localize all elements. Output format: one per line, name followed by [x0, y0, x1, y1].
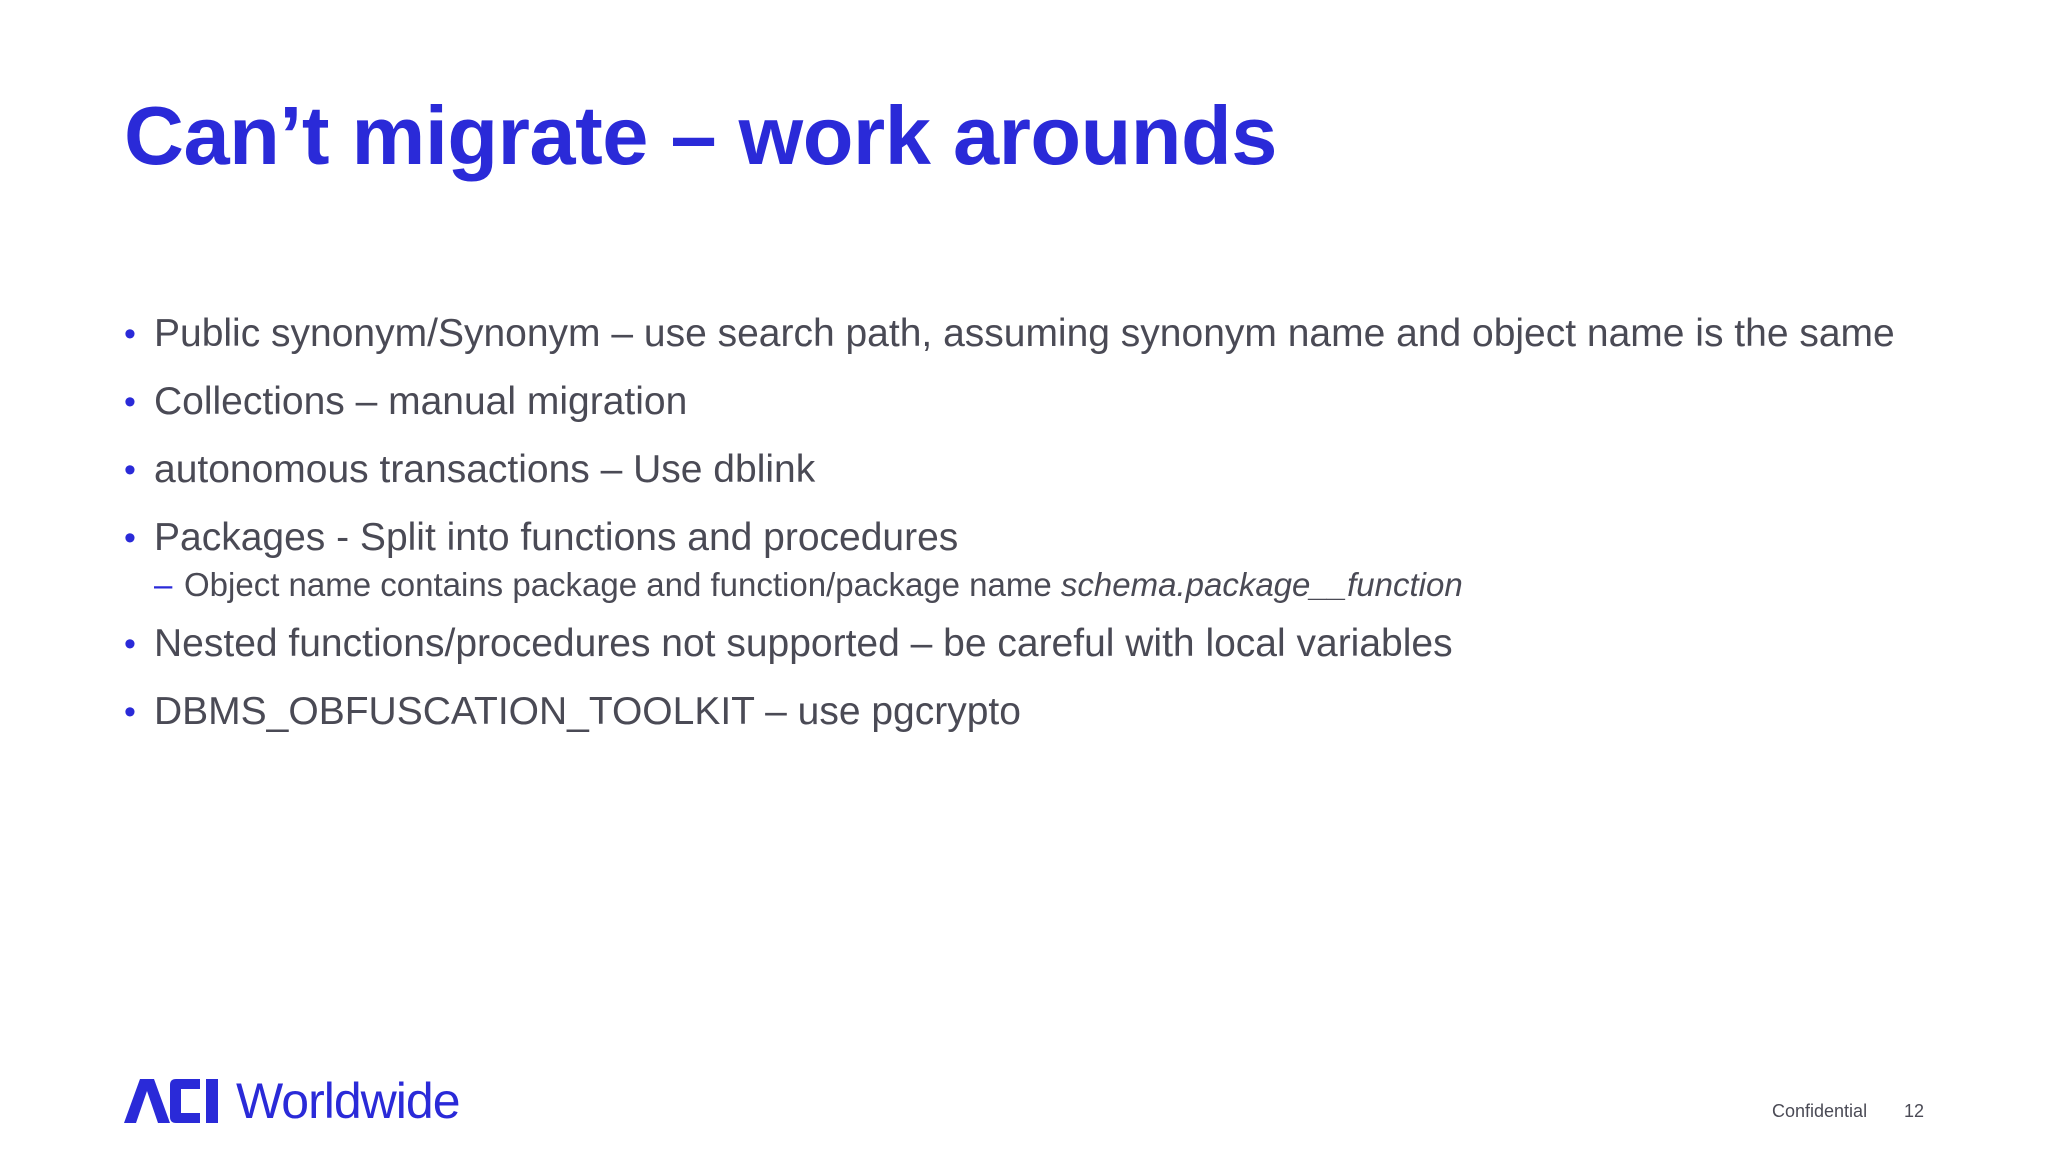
logo-wordmark: Worldwide	[236, 1073, 460, 1129]
bullet-dot-icon: •	[124, 625, 136, 663]
sub-bullet-code: schema.package__function	[1060, 566, 1463, 603]
bullet-dot-icon: •	[124, 519, 136, 557]
bullet-text: autonomous transactions – Use dblink	[154, 448, 816, 491]
bullet-text: Collections – manual migration	[154, 380, 688, 423]
bullet-text: Nested functions/procedures not supported – be careful with local variables	[154, 622, 1453, 665]
bullet-dot-icon: •	[124, 693, 136, 731]
confidential-label: Confidential	[1772, 1101, 1868, 1121]
bullet-text: Packages - Split into functions and procedures	[154, 516, 959, 559]
bullet-dot-icon: •	[124, 451, 136, 489]
slide-title: Can’t migrate – work arounds	[124, 89, 1277, 182]
bullet-item	[124, 446, 1924, 494]
bullet-item	[124, 688, 1924, 736]
sub-bullet-text: Object name contains package and function/package name	[184, 566, 1061, 603]
bullet-dot-icon: •	[124, 315, 136, 353]
company-logo	[124, 1073, 460, 1129]
bullet-item	[124, 310, 1924, 358]
bullet-text: Public synonym/Synonym – use search path, assuming synonym name and object name is the same	[154, 312, 1895, 355]
bullet-item	[124, 514, 1924, 606]
bullet-dot-icon: •	[124, 383, 136, 421]
bullet-text: DBMS_OBFUSCATION_TOOLKIT – use pgcrypto	[154, 690, 1021, 733]
dash-icon: –	[154, 566, 173, 603]
sub-bullet-item	[154, 564, 1924, 606]
aci-logo-icon	[124, 1079, 228, 1123]
page-number: 12	[1904, 1101, 1925, 1121]
bullet-item	[124, 378, 1924, 426]
bullet-list	[124, 310, 1924, 756]
bullet-item	[124, 620, 1924, 668]
